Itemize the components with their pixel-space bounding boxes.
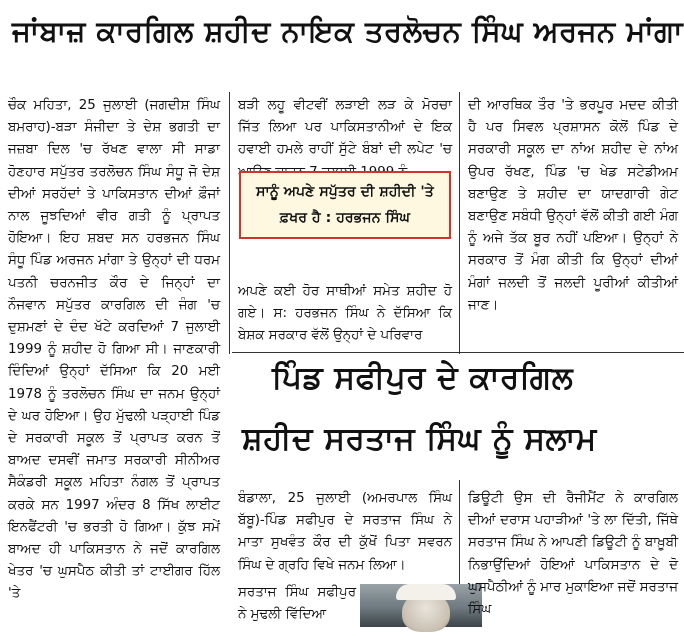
article2-column-2-tail: ਸਰਤਾਜ ਸਿੰਘ ਸਫੀਪੁਰ ਨੇ ਮੁਢਲੀ ਵਿੱਦਿਆ: [238, 585, 356, 623]
article2-headline-line-2: ਸ਼ਹੀਦ ਸਰਤਾਜ ਸਿੰਘ ਨੂੰ ਸਲਾਮ: [242, 421, 597, 457]
martyr-photo: [360, 584, 482, 627]
article1-headline: ਜਾਂਬਾਜ਼ ਕਾਰਗਿਲ ਸ਼ਹੀਦ ਨਾਇਕ ਤਰਲੋਚਨ ਸਿੰਘ ਅਰਜਨ ਮਾਂਗਾ: [12, 14, 684, 48]
photo-turban: [396, 584, 456, 600]
article2-column-3: ਡਿਊਟੀ ਉਸ ਦੀ ਰੈਜੀਮੈਂਟ ਨੇ ਕਾਰਗਿਲ ਦੀਆਂ ਦਰਾਸ ਪਹਾੜੀਆਂ 'ਤੇ ਲਾ ਦਿੱਤੀ, ਜਿੱਥੇ ਸਰਤਾਜ ਸਿੰਘ ਨੇ ਆਪਣੀ ਡਿਊਟੀ ਨੂੰ ਬਾਖ਼ੂਬੀ ਨਿਭਾਉਂਦਿਆਂ ਹੋਇਆਂ ਪਾਕਿਸਤਾਨ ਦੇ ਦੋ ਘੁਸਪੈਠੀਆਂ ਨੂੰ ਮਾਰ ਮੁਕਾਇਆ ਜਦੋਂ ਸਰਤਾਜ ਸਿੰਘ: [468, 491, 678, 618]
column-rule: [459, 92, 460, 354]
article1-column-1: ਚੌਕ ਮਹਿਤਾ, 25 ਜੁਲਾਈ (ਜਗਦੀਸ਼ ਸਿੰਘ ਬਮਰਾਹ)-ਬੜਾ ਸੰਜੀਦਾ ਤੇ ਦੇਸ਼ ਭਗਤੀ ਦਾ ਜਜ਼ਬਾ ਦਿਲ 'ਚ ਰੱਖਣ ਵਾਲਾ ਸੀ ਸਾਡਾ ਹੋਣਹਾਰ ਸਪੁੱਤਰ ਤਰਲੋਚਨ ਸਿੰਘ ਸੰਧੂ ਜੋ ਦੇਸ਼ ਦੀਆਂ ਸਰਹੱਦਾਂ ਤੇ ਪਾਕਿਸਤਾਨ ਦੀਆਂ ਫ਼ੌਜਾਂ ਨਾਲ ਜੂਝਦਿਆਂ ਵੀਰ ਗਤੀ ਨੂੰ ਪ੍ਰਾਪਤ ਹੋਇਆ। ਇਹ ਸ਼ਬਦ ਸਨ ਹਰਭਜਨ ਸਿੰਘ ਸੰਧੂ ਪਿੰਡ ਅਰਜਨ ਮਾਂਗਾ ਤੇ ਉਨ੍ਹਾਂ ਦੀ ਧਰਮ ਪਤਨੀ ਚਰਨਜੀਤ ਕੌਰ ਦੇ ਜਿਨ੍ਹਾਂ ਦਾ ਨੌਜਵਾਨ ਸਪੁੱਤਰ ਕਾਰਗਿਲ ਦੀ ਜੰਗ 'ਚ ਦੁਸ਼ਮਣਾਂ ਦੇ ਦੰਦ ਖੱਟੇ ਕਰਦਿਆਂ 7 ਜੁਲਾਈ 1999 ਨੂੰ ਸ਼ਹੀਦ ਹੋ ਗਿਆ ਸੀ। ਜਾਣਕਾਰੀ ਦਿੰਦਿਆਂ ਉਨ੍ਹਾਂ ਦੱਸਿਆ ਕਿ 20 ਮਈ 1978 ਨੂੰ ਤਰਲੋਚਨ ਸਿੰਘ ਦਾ ਜਨਮ ਉਨ੍ਹਾਂ ਦੇ ਘਰ ਹੋਇਆ। ਉਹ ਮੁੱਢਲੀ ਪੜ੍ਹਾਈ ਪਿੰਡ ਦੇ ਸਰਕਾਰੀ ਸਕੂਲ ਤੋਂ ਪ੍ਰਾਪਤ ਕਰਨ ਤੋਂ ਬਾਅਦ ਦਸਵੀਂ ਜਮਾਤ ਸਰਕਾਰੀ ਸੀਨੀਅਰ ਸੈਕੰਡਰੀ ਸਕੂਲ ਮਹਿਤਾ ਨੰਗਲ ਤੋਂ ਪ੍ਰਾਪਤ ਕਰਕੇ ਸਨ 1997 ਅੰਦਰ 8 ਸਿੱਖ ਲਾਈਟ ਇਨਫੈਂਟਰੀ 'ਚ ਭਰਤੀ ਹੋ ਗਿਆ। ਕੁੱਝ ਸਮੇਂ ਬਾਅਦ ਹੀ ਪਾਕਿਸਤਾਨ ਨੇ ਜਦੋਂ ਕਾਰਗਿਲ ਖੇਤਰ 'ਚ ਘੁਸਪੈਠ ਕੀਤੀ ਤਾਂ ਟਾਈਗਰ ਹਿੱਲ 'ਤੇ: [8, 98, 220, 602]
pull-quote: ਸਾਨੂੰ ਅਪਣੇ ਸਪੁੱਤਰ ਦੀ ਸ਼ਹੀਦੀ 'ਤੇ ਫ਼ਖਰ ਹੈ : ਹਰਭਜਨ ਸਿੰਘ: [239, 171, 451, 239]
article-divider: [232, 352, 684, 353]
article2-column-2: ਬੰਡਾਲਾ, 25 ਜੁਲਾਈ (ਅਮਰਪਾਲ ਸਿੰਘ ਬੱਬੂ)-ਪਿੰਡ ਸਫੀਪੁਰ ਦੇ ਸਰਤਾਜ ਸਿੰਘ ਨੇ ਮਾਤਾ ਸੁਖਵੰਤ ਕੌਰ ਦੀ ਕੁੱਖੋਂ ਪਿਤਾ ਸਵਰਨ ਸਿੰਘ ਦੇ ਗ੍ਰਹਿ ਵਿਖੇ ਜਨਮ ਲਿਆ।: [238, 491, 452, 573]
column-rule: [229, 92, 230, 354]
article2-headline-line-1: ਪਿੰਡ ਸਫੀਪੁਰ ਦੇ ਕਾਰਗਿਲ: [272, 360, 574, 396]
article1-column-2-bottom: ਅਪਣੇ ਕਈ ਹੋਰ ਸਾਥੀਆਂ ਸਮੇਤ ਸ਼ਹੀਦ ਹੋ ਗਏ। ਸ: ਹਰਭਜਨ ਸਿੰਘ ਨੇ ਦੱਸਿਆ ਕਿ ਬੇਸ਼ਕ ਸਰਕਾਰ ਵੱਲੋਂ ਉਨ੍ਹਾਂ ਦੇ ਪਰਿਵਾਰ: [238, 284, 452, 344]
article1-column-3: ਦੀ ਆਰਥਿਕ ਤੌਰ 'ਤੇ ਭਰਪੂਰ ਮਦਦ ਕੀਤੀ ਹੈ ਪਰ ਸਿਵਲ ਪ੍ਰਸ਼ਾਸਨ ਕੋਲੋਂ ਪਿੰਡ ਦੇ ਸਰਕਾਰੀ ਸਕੂਲ ਦਾ ਨਾਂਅ ਸ਼ਹੀਦ ਦੇ ਨਾਂਅ ਉਪਰ ਰੱਖਣ, ਪਿੰਡ 'ਚ ਖੇਡ ਸਟੇਡੀਅਮ ਬਣਾਉਣ ਤੇ ਸ਼ਹੀਦ ਦਾ ਯਾਦਗਾਰੀ ਗੇਟ ਬਣਾਉਣ ਸਬੰਧੀ ਉਨ੍ਹਾਂ ਵੱਲੋਂ ਕੀਤੀ ਗਈ ਮੰਗ ਨੂੰ ਅਜੇ ਤੱਕ ਬੂਰ ਨਹੀਂ ਪਇਆ। ਉਨ੍ਹਾਂ ਨੇ ਸਰਕਾਰ ਤੋਂ ਮੰਗ ਕੀਤੀ ਕਿ ਉਨ੍ਹਾਂ ਦੀਆਂ ਮੰਗਾਂ ਜਲਦੀ ਤੋਂ ਜਲਦੀ ਪੂਰੀਆਂ ਕੀਤੀਆਂ ਜਾਣ।: [468, 98, 678, 313]
article1-column-2-top: ਬੜੀ ਲਹੂ ਵੀਟਵੀਂ ਲੜਾਈ ਲੜ ਕੇ ਮੋਰਚਾ ਜਿੱਤ ਲਿਆ ਪਰ ਪਾਕਿਸਤਾਨੀਆਂ ਦੇ ਇਕ ਹਵਾਈ ਹਮਲੇ ਰਾਹੀਂ ਸੁੱਟੇ ਬੰਬਾਂ ਦੀ ਲਪੇਟ 'ਚ: [238, 98, 452, 158]
